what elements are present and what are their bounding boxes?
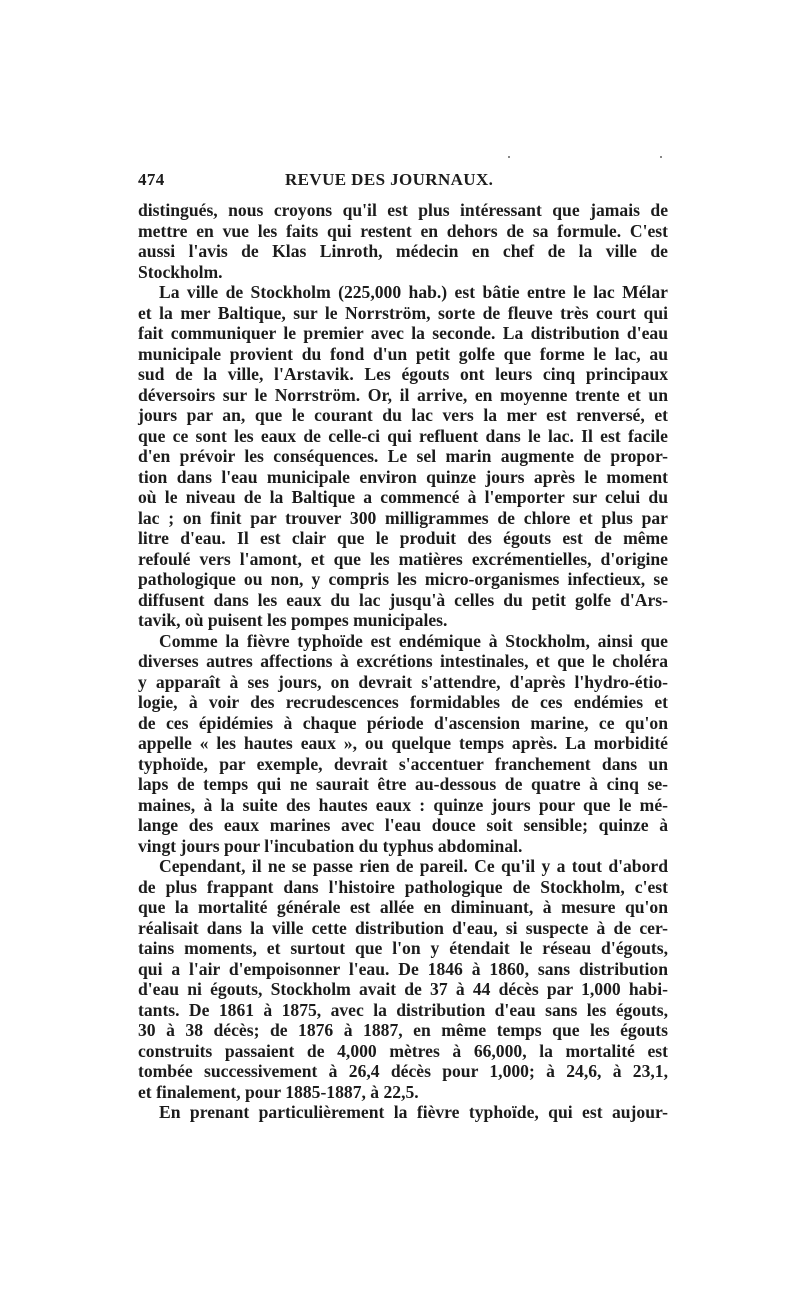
text-line: de plus frappant dans l'histoire pathologique de Stockholm, c'est — [138, 876, 668, 897]
text-line: sud de la ville, l'Arstavik. Les égouts ont leurs cinq principaux — [138, 364, 668, 384]
text-line: d'en prévoir les conséquences. Le sel marin augmente de propor- — [138, 446, 668, 466]
text-line: En prenant particulièrement la fièvre typhoïde, qui est aujour- — [159, 1102, 668, 1122]
text-line: que la mortalité générale est allée en diminuant, à mesure qu'on — [138, 897, 668, 917]
text-line: 30 à 38 décès; de 1876 à 1887, en même temps que les égouts — [138, 1020, 668, 1040]
text-line: où le niveau de la Baltique a commencé à l'emporter sur celui du — [138, 487, 668, 507]
page-header — [138, 170, 668, 200]
text-line: fait communiquer le premier avec la seconde. La distribution d'eau — [138, 323, 668, 343]
page-speck — [660, 156, 662, 158]
text-line: refoulé vers l'amont, et que les matières excrémentielles, d'origine — [138, 548, 668, 569]
text-line: construits passaient de 4,000 mètres à 66,000, la mortalité est — [138, 1040, 668, 1061]
text-line: de ces épidémies à chaque période d'ascension marine, ce qu'on — [138, 712, 668, 733]
text-line: jours par an, que le courant du lac vers la mer est renversé, et — [138, 405, 668, 425]
text-line: Cependant, il ne se passe rien de pareil. Ce qu'il y a tout d'abord — [159, 856, 668, 876]
running-title: REVUE DES JOURNAUX. — [285, 170, 494, 189]
text-line: La ville de Stockholm (225,000 hab.) est bâtie entre le lac Mélar — [159, 282, 668, 302]
text-line: lac ; on finit par trouver 300 milligrammes de chlore et plus par — [138, 507, 668, 528]
text-line: diverses autres affections à excrétions intestinales, et que le choléra — [138, 651, 668, 671]
page-body — [138, 170, 668, 1123]
text-line: typhoïde, par exemple, devrait s'accentuer franchement dans un — [138, 753, 668, 774]
body-text — [138, 200, 668, 1123]
text-line: tombée successivement à 26,4 décès pour 1,000; à 24,6, à 23,1, — [138, 1061, 668, 1081]
text-line: laps de temps qui ne saurait être au-dessous de quatre à cinq se- — [138, 774, 668, 794]
text-line: diffusent dans les eaux du lac jusqu'à celles du petit golfe d'Ars- — [138, 589, 668, 610]
text-line: et la mer Baltique, sur le Norrström, sorte de fleuve très court qui — [138, 302, 668, 323]
page-number: 474 — [138, 170, 165, 189]
text-line: tants. De 1861 à 1875, avec la distribution d'eau sans les égouts, — [138, 999, 668, 1020]
text-line: lange des eaux marines avec l'eau douce soit sensible; quinze à — [138, 815, 668, 835]
text-line: qui a l'air d'empoisonner l'eau. De 1846 à 1860, sans distribution — [138, 958, 668, 979]
text-line: d'eau ni égouts, Stockholm avait de 37 à 44 décès par 1,000 habi- — [138, 979, 668, 999]
text-line: et finalement, pour 1885-1887, à 22,5. — [138, 1081, 419, 1102]
text-line: tion dans l'eau municipale environ quinze jours après le moment — [138, 466, 668, 487]
text-line: vingt jours pour l'incubation du typhus abdominal. — [138, 835, 523, 856]
text-line: logie, à voir des recrudescences formidables de ces endémies et — [138, 692, 668, 712]
text-line: pathologique ou non, y compris les micro-organismes infectieux, se — [138, 569, 668, 589]
text-line: maines, à la suite des hautes eaux : quinze jours pour que le mé- — [138, 794, 668, 815]
text-line: que ce sont les eaux de celle-ci qui refluent dans le lac. Il est facile — [138, 425, 668, 446]
text-line: municipale provient du fond d'un petit golfe que forme le lac, au — [138, 343, 668, 364]
text-line: réalisait dans la ville cette distribution d'eau, si suspecte à de cer- — [138, 917, 668, 938]
text-line: déversoirs sur le Norrström. Or, il arrive, en moyenne trente et un — [138, 384, 668, 405]
text-line: distingués, nous croyons qu'il est plus intéressant que jamais de — [138, 200, 668, 220]
text-line: litre d'eau. Il est clair que le produit des égouts est de même — [138, 528, 668, 548]
text-line: aussi l'avis de Klas Linroth, médecin en chef de la ville de — [138, 241, 668, 261]
page-speck — [508, 156, 510, 158]
text-line: mettre en vue les faits qui restent en dehors de sa formule. C'est — [138, 220, 668, 241]
text-line: appelle « les hautes eaux », ou quelque temps après. La morbidité — [138, 733, 668, 753]
text-line: tavik, où puisent les pompes municipales. — [138, 610, 448, 630]
text-line: y apparaît à ses jours, on devrait s'attendre, d'après l'hydro-étio- — [138, 671, 668, 692]
text-line: tains moments, et surtout que l'on y étendait le réseau d'égouts, — [138, 938, 668, 958]
text-line: Comme la fièvre typhoïde est endémique à Stockholm, ainsi que — [159, 630, 668, 651]
text-line: Stockholm. — [138, 261, 223, 282]
